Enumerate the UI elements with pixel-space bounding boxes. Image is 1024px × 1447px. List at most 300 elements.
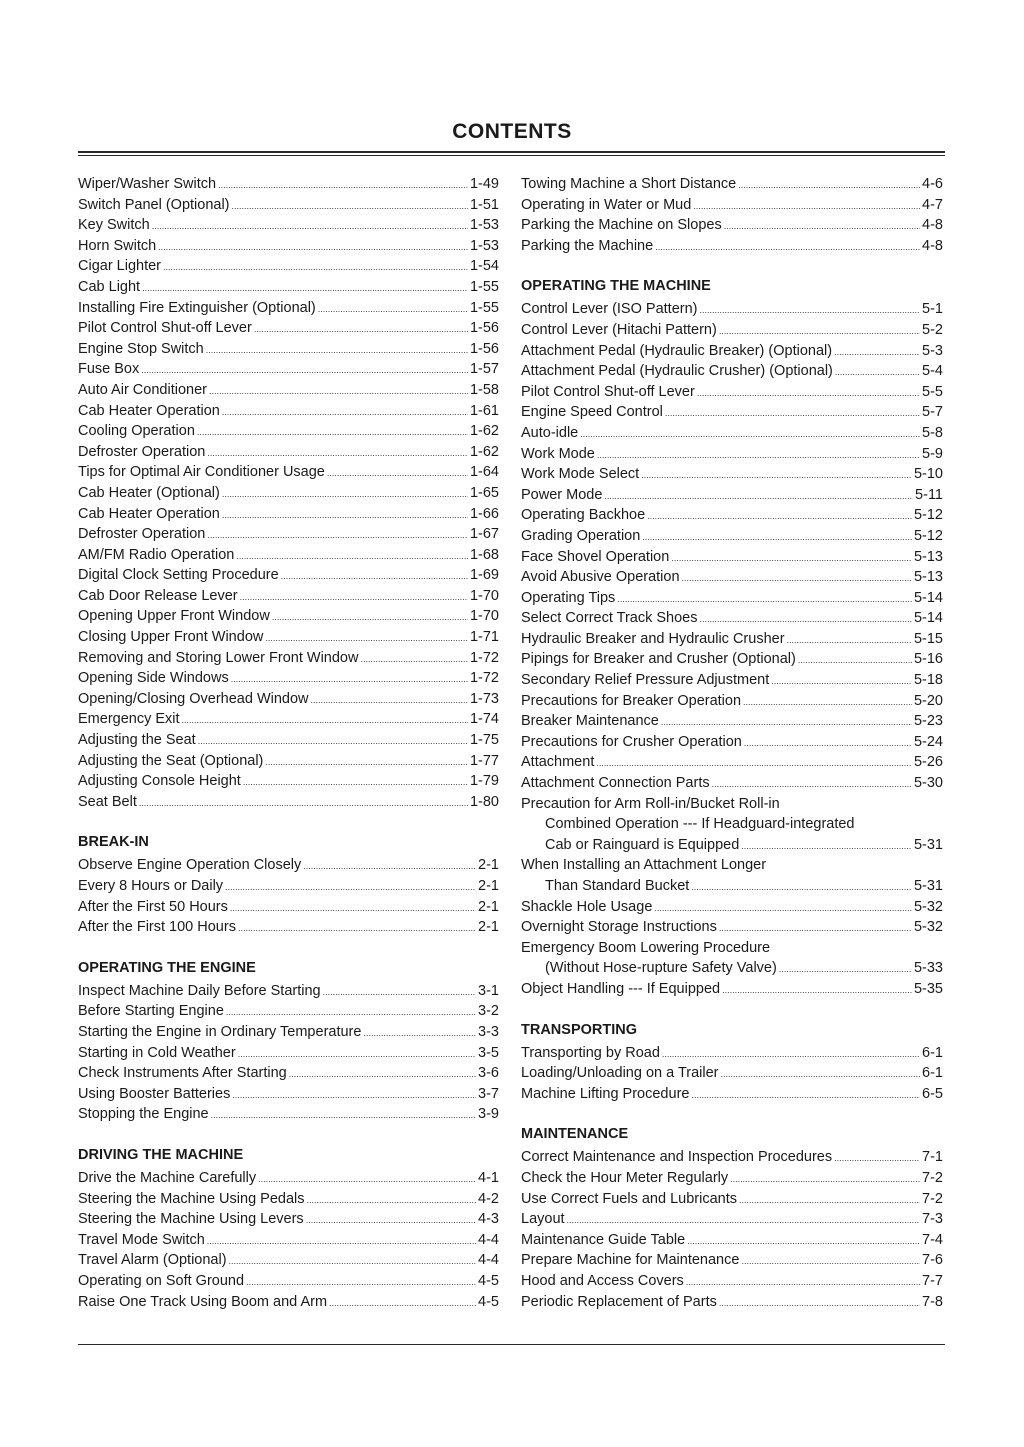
entry-label: Loading/Unloading on a Trailer [521, 1065, 719, 1082]
dot-leader [719, 918, 912, 939]
dot-leader [730, 1169, 920, 1190]
dot-leader [306, 1210, 476, 1231]
toc-entry[interactable] [78, 627, 499, 648]
dot-leader [691, 1085, 920, 1106]
toc-entry[interactable] [521, 1250, 943, 1271]
toc-entry[interactable] [78, 421, 499, 442]
section-heading: OPERATING THE ENGINE [78, 959, 256, 976]
toc-entry[interactable] [78, 236, 499, 257]
entry-label: After the First 100 Hours [78, 919, 236, 936]
entry-page-number: 5-1 [922, 301, 943, 318]
toc-entry[interactable] [521, 691, 943, 712]
toc-entry[interactable] [521, 402, 943, 423]
entry-page-number: 1-80 [469, 793, 499, 810]
toc-entry[interactable] [78, 401, 499, 422]
toc-entry[interactable] [521, 320, 943, 341]
entry-label: Horn Switch [78, 237, 157, 254]
dot-leader [682, 568, 912, 589]
toc-entry[interactable] [521, 423, 943, 444]
dot-leader [254, 319, 468, 340]
dot-leader [229, 1251, 476, 1272]
toc-entry[interactable] [78, 1001, 499, 1022]
toc-right-column [521, 174, 943, 1312]
entry-page-number: 2-1 [478, 857, 499, 874]
dot-leader [567, 1210, 920, 1231]
entry-page-number: 5-23 [913, 713, 943, 730]
toc-entry[interactable] [521, 1230, 943, 1251]
entry-page-number: 1-53 [469, 237, 499, 254]
entry-page-number: 6-1 [922, 1044, 943, 1061]
dot-leader [232, 1085, 476, 1106]
entry-label: Emergency Exit [78, 711, 180, 728]
toc-entry [521, 835, 943, 856]
entry-label: Secondary Relief Pressure Adjustment [521, 672, 770, 689]
entry-page-number: 4-4 [478, 1252, 499, 1269]
toc-entry[interactable] [521, 547, 943, 568]
entry-page-number: 4-2 [478, 1190, 499, 1207]
entry-label-line: Emergency Boom Lowering Procedure [521, 939, 771, 956]
entry-page-number: 1-55 [469, 299, 499, 316]
section-heading: TRANSPORTING [521, 1021, 637, 1038]
dot-leader [779, 959, 912, 980]
entry-page-number: 5-33 [913, 960, 943, 977]
toc-entry[interactable] [78, 339, 499, 360]
toc-entry[interactable] [78, 876, 499, 897]
toc-entry[interactable] [521, 174, 943, 195]
entry-label: AM/FM Radio Operation [78, 546, 235, 563]
toc-entry[interactable] [78, 730, 499, 751]
toc-entry[interactable] [78, 897, 499, 918]
dot-leader [604, 486, 913, 507]
entry-label: Work Mode Select [521, 466, 640, 483]
entry-page-number: 5-31 [913, 836, 943, 853]
entry-page-number: 7-4 [922, 1231, 943, 1248]
dot-leader [697, 383, 920, 404]
toc-entry[interactable] [78, 545, 499, 566]
toc-entry[interactable] [78, 917, 499, 938]
toc-entry[interactable] [521, 236, 943, 257]
entry-page-number: 5-18 [913, 672, 943, 689]
entry-label: Layout [521, 1211, 565, 1228]
toc-entry[interactable] [521, 773, 943, 794]
entry-page-number: 1-56 [469, 340, 499, 357]
entry-label: Defroster Operation [78, 443, 206, 460]
title-rule-thin [78, 155, 945, 156]
entry-label: Transporting by Road [521, 1044, 660, 1061]
toc-entry[interactable] [521, 1209, 943, 1230]
toc-entry[interactable] [521, 897, 943, 918]
entry-page-number: 7-1 [922, 1149, 943, 1166]
toc-entry[interactable] [78, 751, 499, 772]
dot-leader [654, 898, 912, 919]
entry-label: Key Switch [78, 217, 150, 234]
entry-page-number: 4-8 [922, 217, 943, 234]
toc-entry[interactable] [521, 485, 943, 506]
toc-entry[interactable] [78, 442, 499, 463]
entry-page-number: 5-12 [913, 507, 943, 524]
dot-leader [722, 980, 912, 1001]
entry-page-number: 1-51 [469, 196, 499, 213]
toc-entry [521, 958, 943, 979]
entry-page-number: 5-16 [913, 651, 943, 668]
dot-leader [207, 525, 468, 546]
entry-label: Drive the Machine Carefully [78, 1169, 257, 1186]
dot-leader [222, 402, 468, 423]
toc-entry[interactable] [78, 771, 499, 792]
toc-entry[interactable] [521, 1168, 943, 1189]
entry-page-number: 7-3 [922, 1211, 943, 1228]
toc-entry[interactable] [521, 341, 943, 362]
toc-entry[interactable] [78, 606, 499, 627]
entry-page-number: 1-79 [469, 773, 499, 790]
entry-page-number: 1-73 [469, 690, 499, 707]
toc-section [78, 1145, 499, 1312]
entry-label: Parking the Machine [521, 237, 654, 254]
dot-leader [719, 321, 920, 342]
toc-entry[interactable] [521, 588, 943, 609]
entry-label: Towing Machine a Short Distance [521, 176, 737, 192]
entry-page-number: 5-26 [913, 754, 943, 771]
dot-leader [218, 175, 468, 196]
toc-entry[interactable] [521, 195, 943, 216]
toc-entry[interactable] [521, 444, 943, 465]
toc-entry[interactable] [78, 256, 499, 277]
toc-entry[interactable] [78, 1168, 499, 1189]
dot-leader [303, 856, 476, 877]
toc-entry[interactable] [521, 917, 943, 938]
dot-leader [834, 342, 920, 363]
entry-label: Pipings for Breaker and Crusher (Optional) [521, 651, 796, 668]
entry-page-number: 6-5 [922, 1085, 943, 1102]
toc-entry[interactable] [78, 462, 499, 483]
entry-label: Cab Heater Operation [78, 505, 220, 522]
dot-leader [739, 1190, 920, 1211]
entry-label: Parking the Machine on Slopes [521, 217, 722, 234]
dot-leader [700, 300, 921, 321]
toc-entry[interactable] [521, 1063, 943, 1084]
entry-label: Precautions for Crusher Operation [521, 733, 742, 750]
entry-label: Tips for Optimal Air Conditioner Usage [78, 464, 325, 481]
toc-entry[interactable] [78, 380, 499, 401]
dot-leader [597, 445, 920, 466]
entry-page-number: 2-1 [478, 898, 499, 915]
entry-page-number: 5-14 [913, 610, 943, 627]
entry-page-number: 5-4 [922, 363, 943, 380]
toc-entry[interactable] [78, 524, 499, 545]
toc-entry[interactable] [78, 1104, 499, 1125]
toc-entry-multiline[interactable] [521, 855, 943, 896]
toc-entry[interactable] [78, 1022, 499, 1043]
entry-label: Fuse Box [78, 361, 140, 378]
entry-page-number: 4-3 [478, 1211, 499, 1228]
toc-entry-multiline[interactable] [521, 794, 943, 856]
dot-leader [265, 752, 468, 773]
toc-entry[interactable] [521, 382, 943, 403]
toc-entry[interactable] [521, 1084, 943, 1105]
entry-label: Attachment Pedal (Hydraulic Crusher) (Optional) [521, 363, 833, 380]
dot-leader [289, 1064, 476, 1085]
entry-page-number: 1-62 [469, 423, 499, 440]
dot-leader [197, 422, 468, 443]
entry-page-number: 1-72 [469, 670, 499, 687]
toc-entry[interactable] [521, 1147, 943, 1168]
dot-leader [724, 216, 920, 237]
entry-page-number: 5-13 [913, 569, 943, 586]
entry-label: Work Mode [521, 445, 595, 462]
entry-page-number: 1-49 [469, 176, 499, 192]
entry-page-number: 5-14 [913, 589, 943, 606]
toc-entry[interactable] [78, 1189, 499, 1210]
entry-label: Attachment Pedal (Hydraulic Breaker) (Optional) [521, 342, 833, 359]
entry-label: Operating on Soft Ground [78, 1272, 245, 1289]
entry-page-number: 7-2 [922, 1169, 943, 1186]
entry-label: Power Mode [521, 486, 603, 503]
entry-page-number: 5-20 [913, 692, 943, 709]
toc-entry[interactable] [521, 711, 943, 732]
entry-label: After the First 50 Hours [78, 898, 228, 915]
entry-label: Object Handling --- If Equipped [521, 980, 721, 997]
toc-entry[interactable] [521, 1271, 943, 1292]
entry-page-number: 1-72 [469, 649, 499, 666]
entry-label: Adjusting Console Height [78, 773, 241, 790]
entry-label: Inspect Machine Daily Before Starting [78, 982, 321, 999]
dot-leader [665, 403, 920, 424]
toc-section [521, 1020, 943, 1105]
entry-page-number: 4-8 [922, 237, 943, 254]
toc-entry[interactable] [78, 174, 499, 195]
toc-entry[interactable] [521, 526, 943, 547]
dot-leader [835, 362, 920, 383]
toc-entry[interactable] [78, 1271, 499, 1292]
dot-leader [642, 527, 912, 548]
dot-leader [318, 299, 468, 320]
dot-leader [323, 982, 476, 1003]
entry-label: Engine Speed Control [521, 404, 663, 421]
entry-page-number: 7-6 [922, 1252, 943, 1269]
entry-label: Check the Hour Meter Regularly [521, 1169, 729, 1186]
entry-label: Using Booster Batteries [78, 1085, 231, 1102]
entry-page-number: 1-58 [469, 381, 499, 398]
entry-label: Travel Alarm (Optional) [78, 1252, 227, 1269]
toc-entry[interactable] [78, 1230, 499, 1251]
dot-leader [691, 877, 912, 898]
toc-entry[interactable] [521, 979, 943, 1000]
dot-leader [617, 589, 912, 610]
dot-leader [687, 1231, 920, 1252]
toc-entry[interactable] [78, 855, 499, 876]
dot-leader [744, 733, 912, 754]
dot-leader [771, 671, 912, 692]
dot-leader [238, 1044, 476, 1065]
section-heading: BREAK-IN [78, 834, 149, 851]
entry-label: Starting the Engine in Ordinary Temperature [78, 1023, 362, 1040]
entry-page-number: 5-7 [922, 404, 943, 421]
toc-entry[interactable] [78, 709, 499, 730]
entry-label: Precautions for Breaker Operation [521, 692, 742, 709]
dot-leader [311, 690, 468, 711]
entry-page-number: 1-55 [469, 278, 499, 295]
entry-label: Cab Heater Operation [78, 402, 220, 419]
entry-label: Maintenance Guide Table [521, 1231, 686, 1248]
entry-label: Operating Tips [521, 589, 616, 606]
entry-label: Wiper/Washer Switch [78, 176, 217, 192]
toc-entry[interactable] [521, 1189, 943, 1210]
dot-leader [363, 1023, 476, 1044]
entry-page-number: 5-31 [913, 878, 943, 894]
toc-entry[interactable] [521, 299, 943, 320]
toc-entry[interactable] [521, 649, 943, 670]
entry-page-number: 5-5 [922, 383, 943, 400]
entry-label: Engine Stop Switch [78, 340, 204, 357]
toc-entry[interactable] [78, 195, 499, 216]
entry-label: Cab Door Release Lever [78, 587, 238, 604]
entry-label: Periodic Replacement of Parts [521, 1293, 717, 1310]
dot-leader [152, 216, 468, 237]
entry-page-number: 2-1 [478, 919, 499, 936]
dot-leader [258, 1169, 476, 1190]
entry-label: Operating Backhoe [521, 507, 646, 524]
dot-leader [207, 1231, 476, 1252]
dot-leader [265, 628, 468, 649]
entry-page-number: 7-7 [922, 1272, 943, 1289]
toc-entry[interactable] [521, 629, 943, 650]
entry-label: Auto-idle [521, 424, 579, 441]
toc-entry[interactable] [521, 361, 943, 382]
toc-entry[interactable] [521, 752, 943, 773]
entry-page-number: 3-9 [478, 1106, 499, 1123]
entry-page-number: 5-24 [913, 733, 943, 750]
entry-label: (Without Hose-rupture Safety Valve) [545, 960, 777, 977]
dot-leader [596, 753, 912, 774]
toc-entry[interactable] [521, 670, 943, 691]
toc-entry-multiline[interactable] [521, 938, 943, 979]
entry-label: Than Standard Bucket [545, 878, 690, 894]
entry-page-number: 1-57 [469, 361, 499, 378]
dot-leader [230, 898, 476, 919]
footer-rule [78, 1344, 945, 1345]
dot-leader [243, 772, 468, 793]
entry-label: Avoid Abusive Operation [521, 569, 680, 586]
toc-entry[interactable] [521, 1292, 943, 1313]
dot-leader [281, 566, 468, 587]
toc-entry [521, 876, 943, 897]
toc-entry[interactable] [78, 689, 499, 710]
entry-label: Starting in Cold Weather [78, 1044, 236, 1061]
toc-entry[interactable] [78, 1209, 499, 1230]
toc-entry[interactable] [521, 1043, 943, 1064]
entry-label: Control Lever (Hitachi Pattern) [521, 321, 717, 338]
dot-leader [139, 793, 468, 814]
entry-label: Shackle Hole Usage [521, 898, 653, 915]
toc-entry[interactable] [78, 586, 499, 607]
entry-page-number: 1-71 [469, 629, 499, 646]
dot-leader [232, 196, 468, 217]
entry-label: Pilot Control Shut-off Lever [521, 383, 695, 400]
entry-page-number: 4-6 [922, 176, 943, 192]
entry-label: Opening Upper Front Window [78, 608, 270, 625]
dot-leader [360, 649, 468, 670]
dot-leader [225, 877, 476, 898]
entry-label: Hydraulic Breaker and Hydraulic Crusher [521, 630, 785, 647]
dot-leader [211, 1105, 476, 1126]
dot-leader [329, 1293, 476, 1314]
entry-page-number: 3-2 [478, 1003, 499, 1020]
entry-label: Travel Mode Switch [78, 1231, 205, 1248]
entry-page-number: 5-32 [913, 919, 943, 936]
entry-label: Cooling Operation [78, 423, 195, 440]
toc-entry[interactable] [521, 505, 943, 526]
toc-entry[interactable] [78, 565, 499, 586]
dot-leader [700, 609, 912, 630]
toc-entry[interactable] [78, 668, 499, 689]
dot-leader [226, 1002, 476, 1023]
entry-label: Removing and Storing Lower Front Window [78, 649, 359, 666]
toc-section [521, 174, 943, 256]
toc-entry[interactable] [78, 298, 499, 319]
toc-entry[interactable] [78, 1063, 499, 1084]
toc-entry[interactable] [78, 277, 499, 298]
toc-entry[interactable] [78, 981, 499, 1002]
toc-entry[interactable] [521, 215, 943, 236]
dot-leader [207, 443, 468, 464]
entry-page-number: 5-2 [922, 321, 943, 338]
entry-label: Raise One Track Using Boom and Arm [78, 1293, 328, 1310]
toc-entry[interactable] [78, 483, 499, 504]
toc-entry[interactable] [78, 359, 499, 380]
entry-page-number: 4-7 [922, 196, 943, 213]
entry-page-number: 5-9 [922, 445, 943, 462]
dot-leader [198, 731, 468, 752]
entry-label: Use Correct Fuels and Lubricants [521, 1190, 737, 1207]
dot-leader [222, 484, 468, 505]
toc-entry[interactable] [521, 608, 943, 629]
entry-page-number: 1-65 [469, 484, 499, 501]
toc-entry[interactable] [521, 732, 943, 753]
entry-label: Stopping the Engine [78, 1106, 209, 1123]
dot-leader [307, 1190, 477, 1211]
toc-entry[interactable] [78, 1084, 499, 1105]
toc-entry[interactable] [521, 567, 943, 588]
entry-page-number: 7-2 [922, 1190, 943, 1207]
entry-label: Grading Operation [521, 527, 641, 544]
toc-entry[interactable] [78, 1250, 499, 1271]
toc-entry[interactable] [78, 648, 499, 669]
dot-leader [327, 463, 468, 484]
toc-entry[interactable] [521, 464, 943, 485]
toc-entry[interactable] [78, 215, 499, 236]
entry-label: Control Lever (ISO Pattern) [521, 301, 698, 318]
dot-leader [209, 381, 468, 402]
entry-page-number: 1-56 [469, 320, 499, 337]
entry-page-number: 1-69 [469, 567, 499, 584]
toc-section [78, 958, 499, 1125]
entry-label: Breaker Maintenance [521, 713, 659, 730]
toc-entry[interactable] [78, 792, 499, 813]
toc-entry[interactable] [78, 504, 499, 525]
dot-leader [142, 278, 468, 299]
section-heading: OPERATING THE MACHINE [521, 278, 711, 295]
entry-label: Attachment [521, 754, 595, 771]
toc-entry[interactable] [78, 1043, 499, 1064]
entry-page-number: 5-35 [913, 980, 943, 997]
toc-entry[interactable] [78, 318, 499, 339]
entry-label: Cigar Lighter [78, 258, 162, 275]
dot-leader [236, 546, 468, 567]
entry-label-line: Combined Operation --- If Headguard-integrated [545, 816, 855, 833]
dot-leader [686, 1272, 920, 1293]
dot-leader [834, 1148, 920, 1169]
toc-entry[interactable] [78, 1292, 499, 1313]
